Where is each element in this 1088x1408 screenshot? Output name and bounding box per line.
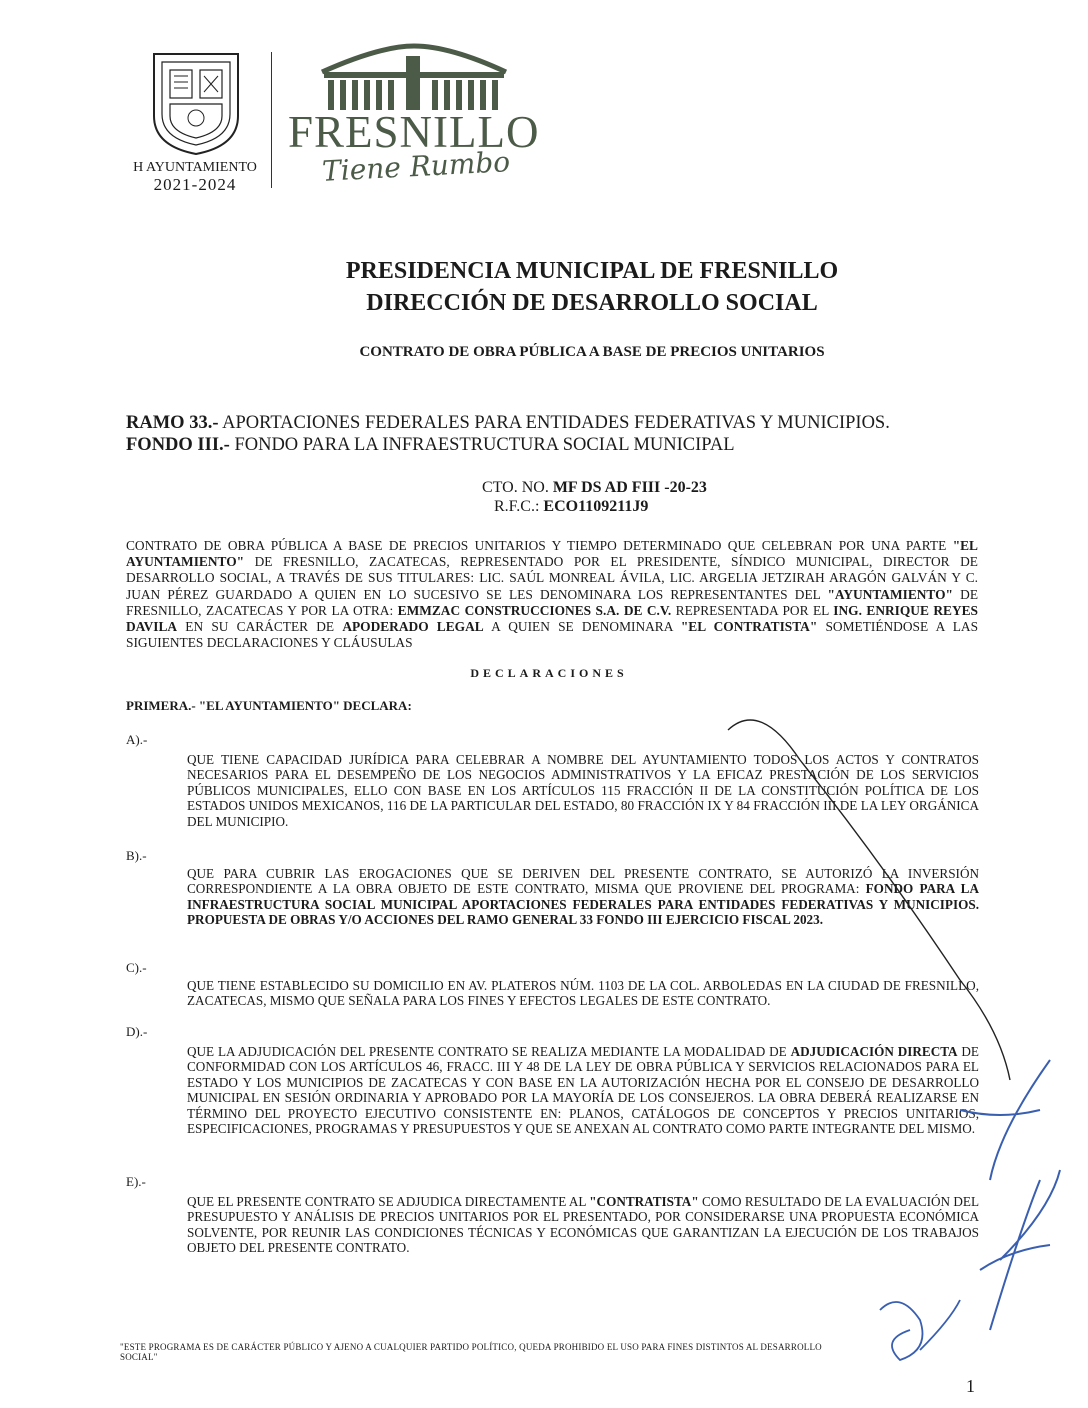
intro-paragraph (126, 538, 978, 651)
ayuntamiento-years: 2021-2024 (153, 175, 237, 194)
intro-text: EN SU CARÁCTER DE (177, 619, 343, 635)
fondo-line (126, 434, 735, 456)
rfc-line (494, 497, 648, 516)
clause-e-paragraph (187, 1194, 979, 1256)
clause-c-letter: C).- (126, 960, 147, 975)
page-subtitle: DIRECCIÓN DE DESARROLLO SOCIAL (366, 290, 818, 316)
contract-number (482, 478, 707, 497)
intro-text: CONTRATO DE OBRA PÚBLICA A BASE DE PRECIOS UNITARIOS Y TIEMPO DETERMINADO QUE CELEBRAN POR UNA PARTE (126, 538, 953, 553)
page-number: 1 (966, 1376, 975, 1396)
brand-name: FRESNILLO (288, 107, 540, 157)
rfc-value: ECO1109211J9 (543, 498, 649, 515)
clause-a-letter: A).- (126, 732, 148, 747)
cto-prefix: CTO. NO. (482, 479, 553, 496)
intro-bold: "AYUNTAMIENTO" (827, 586, 953, 602)
clause-b-paragraph (187, 866, 979, 928)
clause-a-text: QUE TIENE CAPACIDAD JURÍDICA PARA CELEBRAR A NOMBRE DEL AYUNTAMIENTO TODOS LOS ACTOS Y CONTRATOS NECESARIOS PARA EL DESEMPEÑO DE LOS NEGOCIOS ADMINISTRATIVOS Y LA EFICAZ PRESTACIÓN DE LOS SERVICIOS PÚBLICOS MUNICIPALES, ELLO CON BASE EN LOS ARTÍCULOS 115 FRACCIÓN II DE LA CONSTITUCIÓN POLÍTICA DE LOS ESTADOS UNIDOS MEXICANOS, 116 DE LA PARTICULAR DEL ESTADO, 80 FRACCIÓN IX Y 84 FRACCIÓN III DE LA LEY ORGÁNICA DEL MUNICIPIO. (187, 752, 979, 829)
intro-bold: EMMZAC CONSTRUCCIONES S.A. DE C.V. (397, 602, 672, 618)
clause-b-text: QUE PARA CUBRIR LAS EROGACIONES QUE SE DERIVEN DEL PRESENTE CONTRATO, SE AUTORIZÓ LA INVERSIÓN CORRESPONDIENTE A LA OBRA OBJETO DE ESTE CONTRATO, MISMA QUE PROVIENE DEL PROGRAMA: (187, 866, 979, 897)
clause-d-text: QUE LA ADJUDICACIÓN DEL PRESENTE CONTRATO SE REALIZA MEDIANTE LA MODALIDAD DE (187, 1044, 791, 1059)
clause-d-text: DE CONFORMIDAD CON LOS ARTÍCULOS 46, FRACC. III Y 48 DE LA LEY DE OBRA PÚBLICA Y SERVICIOS RELACIONADOS PARA EL ESTADO Y LOS MUNICIPIOS DE ZACATECAS Y CON BASE EN LA AUTORIZACIÓN HECHA POR EL CONSEJO DE DESARROLLO MUNICIPAL EN SESIÓN ORDINARIA Y APROBADO POR LA MAYORÍA DE LOS CONSEJEROS. LA OBRA DEBERÁ REALIZARSE EN TÉRMINO DEL PROYECTO EJECUTIVO CONSISTENTE EN: PLANOS, CATÁLOGOS DE CONCEPTOS Y PRECIOS UNITARIOS, ESPECIFICACIONES, PROGRAMAS Y PRESUPUESTOS Y QUE SE ANEXAN AL CONTRATO COMO PARTE INTEGRANTE DEL MISMO. (187, 1044, 979, 1137)
ayuntamiento-label: H AYUNTAMIENTO (133, 160, 257, 175)
clause-d-bold: ADJUDICACIÓN DIRECTA (790, 1044, 958, 1059)
ramo-label: RAMO 33.- (126, 413, 219, 433)
clause-d-paragraph (187, 1044, 979, 1136)
signature-mark (980, 1170, 1060, 1330)
intro-text: A QUIEN SE DENOMINARA (483, 619, 681, 635)
intro-bold: "EL AYUNTAMIENTO" (126, 538, 978, 570)
ramo-text: APORTACIONES FEDERALES PARA ENTIDADES FEDERATIVAS Y MUNICIPIOS. (218, 413, 890, 433)
contract-type-title: CONTRATO DE OBRA PÚBLICA A BASE DE PRECIOS UNITARIOS (359, 344, 825, 360)
clause-b-letter: B).- (126, 848, 147, 863)
municipal-seal-icon (148, 46, 244, 156)
clause-d-letter: D).- (126, 1024, 148, 1039)
clause-b-bold: FONDO PARA LA INFRAESTRUCTURA SOCIAL MUNICIPAL APORTACIONES FEDERALES PARA ENTIDADES FEDERATIVAS Y MUNICIPIOS. PROPUESTA DE OBRAS Y/O ACCIONES DEL RAMO GENERAL 33 FONDO III EJERCICIO FISCAL 2023. (187, 881, 979, 928)
primera-heading: PRIMERA.- "EL AYUNTAMIENTO" DECLARA: (126, 698, 412, 713)
intro-text: SOMETIÉNDOSE A LAS SIGUIENTES DECLARACIONES Y CLÁUSULAS (126, 619, 979, 651)
clause-e-letter: E).- (126, 1174, 146, 1189)
fondo-label: FONDO III.- (126, 435, 230, 455)
rfc-prefix: R.F.C.: (494, 498, 544, 515)
skyline-logo-icon (320, 42, 508, 112)
fondo-text: FONDO PARA LA INFRAESTRUCTURA SOCIAL MUNICIPAL (229, 435, 735, 455)
clause-e-bold: "CONTRATISTA" (589, 1194, 699, 1209)
declaraciones-heading: DECLARACIONES (470, 666, 628, 680)
header-divider (271, 52, 272, 188)
clause-c-text: QUE TIENE ESTABLECIDO SU DOMICILIO EN AV. PLATEROS NÚM. 1103 DE LA COL. ARBOLEDAS EN LA CIUDAD DE FRESNILLO, ZACATECAS, MISMO QUE SEÑALA PARA LOS FINES Y EFECTOS LEGALES DE ESTE CONTRATO. (187, 978, 979, 1009)
footer-notice: "ESTE PROGRAMA ES DE CARÁCTER PÚBLICO Y AJENO A CUALQUIER PARTIDO POLÍTICO, QUEDA PROHIBIDO EL USO PARA FINES DISTINTOS AL DESARROLLO SOCIAL" (120, 1342, 822, 1362)
cto-value: MF DS AD FIII -20-23 (552, 479, 707, 496)
brand-slogan: Tiene Rumbo (321, 145, 511, 188)
ramo-line (126, 412, 890, 434)
intro-text: REPRESENTADA POR EL (671, 602, 834, 618)
intro-bold: APODERADO LEGAL (342, 619, 484, 635)
intro-bold: ING. ENRIQUE REYES DAVILA (126, 602, 978, 635)
signature-mark (880, 1300, 960, 1360)
clause-e-text: COMO RESULTADO DE LA EVALUACIÓN DEL PRESUPUESTO Y ANÁLISIS DE PRECIOS UNITARIOS POR EL PRESENTADO, POR CONSIDERARSE UNA PROPUESTA ECONÓMICA SOLVENTE, POR REUNIR LAS CONDICIONES TÉCNICAS Y ECONÓMICAS QUE GARANTIZAN LA EJECUCIÓN DE LOS TRABAJOS OBJETO DEL PRESENTE CONTRATO. (187, 1194, 979, 1256)
intro-bold: "EL CONTRATISTA" (680, 619, 818, 635)
clause-e-text: QUE EL PRESENTE CONTRATO SE ADJUDICA DIRECTAMENTE AL (187, 1194, 590, 1209)
intro-text: DE FRESNILLO, ZACATECAS Y POR LA OTRA: (126, 586, 978, 618)
intro-text: DE FRESNILLO, ZACATECAS, REPRESENTADO POR EL PRESIDENTE, SÍNDICO MUNICIPAL, DIRECTOR DE DESARROLLO SOCIAL, A TRAVÉS DE SUS TITULARES: LIC. SAÚL MONREAL ÁVILA, LIC. ARGELIA JETZIRAH ARAGÓN GALVÁN Y C. JUAN PÉREZ GUARDADO A QUIEN EN LO SUCESIVO SE LES DENOMINARA LOS REPRESENTANTES DEL (126, 554, 978, 602)
page-title: PRESIDENCIA MUNICIPAL DE FRESNILLO (345, 258, 839, 284)
